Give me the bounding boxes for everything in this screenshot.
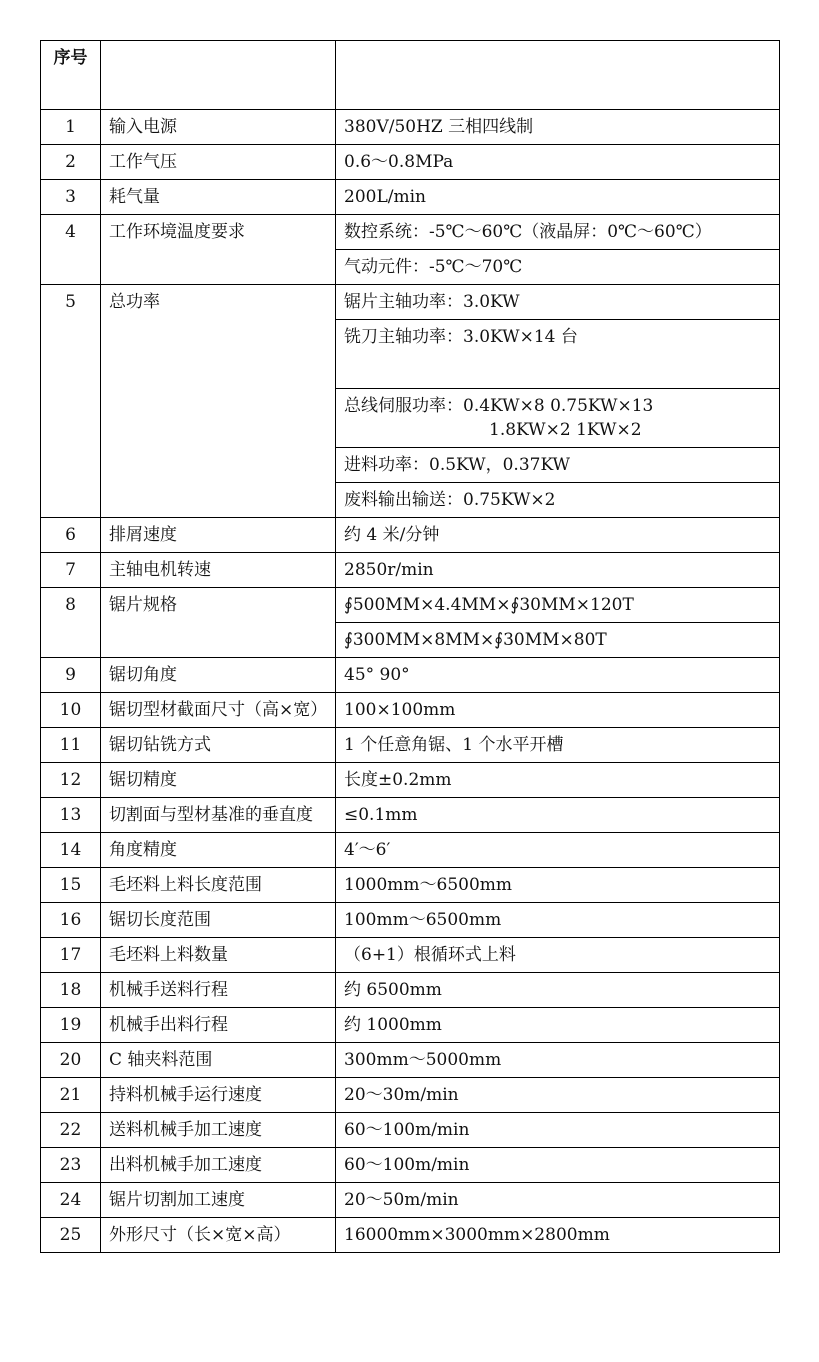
row-value: ∮300MM×8MM×∮30MM×80T	[336, 623, 780, 658]
row-value: 100×100mm	[336, 693, 780, 728]
row-value-line: 1.8KW×2 1KW×2	[489, 420, 642, 440]
row-item: 出料机械手加工速度	[101, 1148, 336, 1183]
row-no: 12	[41, 763, 101, 798]
table-row	[41, 285, 780, 320]
row-value: 2850r/min	[336, 553, 780, 588]
row-value: 60～100m/min	[336, 1113, 780, 1148]
row-value: 380V/50HZ 三相四线制	[336, 110, 780, 145]
row-value: 锯片主轴功率：3.0KW	[336, 285, 780, 320]
row-value: 气动元件：-5℃～70℃	[336, 250, 780, 285]
row-no: 17	[41, 938, 101, 973]
row-value: 20～30m/min	[336, 1078, 780, 1113]
row-item: 毛坯料上料数量	[101, 938, 336, 973]
row-value: 45° 90°	[336, 658, 780, 693]
row-value: 铣刀主轴功率：3.0KW×14 台	[336, 320, 780, 389]
table-row	[41, 868, 780, 903]
table-row	[41, 833, 780, 868]
row-no: 23	[41, 1148, 101, 1183]
table-row	[41, 798, 780, 833]
table-row	[41, 693, 780, 728]
row-item: 持料机械手运行速度	[101, 1078, 336, 1113]
row-item: 工作环境温度要求	[101, 215, 336, 285]
row-value: 约 6500mm	[336, 973, 780, 1008]
spec-table	[40, 40, 780, 1253]
row-no: 11	[41, 728, 101, 763]
row-no: 6	[41, 518, 101, 553]
row-item: 耗气量	[101, 180, 336, 215]
row-value: 20～50m/min	[336, 1183, 780, 1218]
row-item: 锯片切割加工速度	[101, 1183, 336, 1218]
row-item: 外形尺寸（长×宽×高）	[101, 1218, 336, 1253]
row-no: 15	[41, 868, 101, 903]
row-item: 机械手出料行程	[101, 1008, 336, 1043]
header-row	[41, 41, 780, 110]
row-value: 200L/min	[336, 180, 780, 215]
table-row	[41, 1113, 780, 1148]
row-no: 4	[41, 215, 101, 285]
table-row	[41, 215, 780, 250]
table-row	[41, 1008, 780, 1043]
row-no: 16	[41, 903, 101, 938]
row-no: 10	[41, 693, 101, 728]
row-no: 22	[41, 1113, 101, 1148]
row-item: 输入电源	[101, 110, 336, 145]
table-row	[41, 588, 780, 623]
row-item: 锯片规格	[101, 588, 336, 658]
row-item: 锯切钻铣方式	[101, 728, 336, 763]
table-row	[41, 728, 780, 763]
row-value-multi	[336, 389, 780, 448]
row-item: 总功率	[101, 285, 336, 518]
row-value: 数控系统：-5℃～60℃（液晶屏：0℃～60℃）	[336, 215, 780, 250]
row-no: 14	[41, 833, 101, 868]
row-no: 8	[41, 588, 101, 658]
header-value	[336, 41, 780, 110]
row-item: 角度精度	[101, 833, 336, 868]
row-value: 16000mm×3000mm×2800mm	[336, 1218, 780, 1253]
table-row	[41, 553, 780, 588]
table-row	[41, 1148, 780, 1183]
row-value: 废料输出输送：0.75KW×2	[336, 483, 780, 518]
row-no: 20	[41, 1043, 101, 1078]
row-value-line: 总线伺服功率：0.4KW×8 0.75KW×13	[344, 396, 654, 416]
row-value: 1 个任意角锯、1 个水平开槽	[336, 728, 780, 763]
row-item: 机械手送料行程	[101, 973, 336, 1008]
row-value: 4′～6′	[336, 833, 780, 868]
row-value: 约 4 米/分钟	[336, 518, 780, 553]
table-row	[41, 145, 780, 180]
row-no: 24	[41, 1183, 101, 1218]
row-no: 3	[41, 180, 101, 215]
table-row	[41, 1078, 780, 1113]
table-row	[41, 973, 780, 1008]
row-no: 5	[41, 285, 101, 518]
row-value: 约 1000mm	[336, 1008, 780, 1043]
row-value: 0.6～0.8MPa	[336, 145, 780, 180]
row-item: 毛坯料上料长度范围	[101, 868, 336, 903]
row-no: 2	[41, 145, 101, 180]
row-value: （6+1）根循环式上料	[336, 938, 780, 973]
row-item: 锯切型材截面尺寸（高×宽）	[101, 693, 336, 728]
row-item: C 轴夹料范围	[101, 1043, 336, 1078]
header-no: 序号	[41, 41, 101, 110]
row-item: 锯切长度范围	[101, 903, 336, 938]
table-row	[41, 110, 780, 145]
row-no: 18	[41, 973, 101, 1008]
table-row	[41, 1183, 780, 1218]
table-row	[41, 1218, 780, 1253]
row-item: 工作气压	[101, 145, 336, 180]
row-value: 长度±0.2mm	[336, 763, 780, 798]
row-no: 13	[41, 798, 101, 833]
row-item: 切割面与型材基准的垂直度	[101, 798, 336, 833]
table-row	[41, 1043, 780, 1078]
row-item: 送料机械手加工速度	[101, 1113, 336, 1148]
row-value: ≤0.1mm	[336, 798, 780, 833]
row-value: 60～100m/min	[336, 1148, 780, 1183]
table-row	[41, 938, 780, 973]
row-value: 1000mm～6500mm	[336, 868, 780, 903]
table-row	[41, 658, 780, 693]
row-value: 300mm～5000mm	[336, 1043, 780, 1078]
table-row	[41, 518, 780, 553]
row-no: 25	[41, 1218, 101, 1253]
row-no: 9	[41, 658, 101, 693]
row-value: 进料功率：0.5KW，0.37KW	[336, 448, 780, 483]
row-value: 100mm～6500mm	[336, 903, 780, 938]
row-no: 21	[41, 1078, 101, 1113]
row-item: 锯切精度	[101, 763, 336, 798]
header-item	[101, 41, 336, 110]
row-item: 排屑速度	[101, 518, 336, 553]
table-row	[41, 763, 780, 798]
row-no: 7	[41, 553, 101, 588]
row-item: 主轴电机转速	[101, 553, 336, 588]
row-item: 锯切角度	[101, 658, 336, 693]
row-value: ∮500MM×4.4MM×∮30MM×120T	[336, 588, 780, 623]
table-row	[41, 180, 780, 215]
row-no: 1	[41, 110, 101, 145]
row-no: 19	[41, 1008, 101, 1043]
table-row	[41, 903, 780, 938]
